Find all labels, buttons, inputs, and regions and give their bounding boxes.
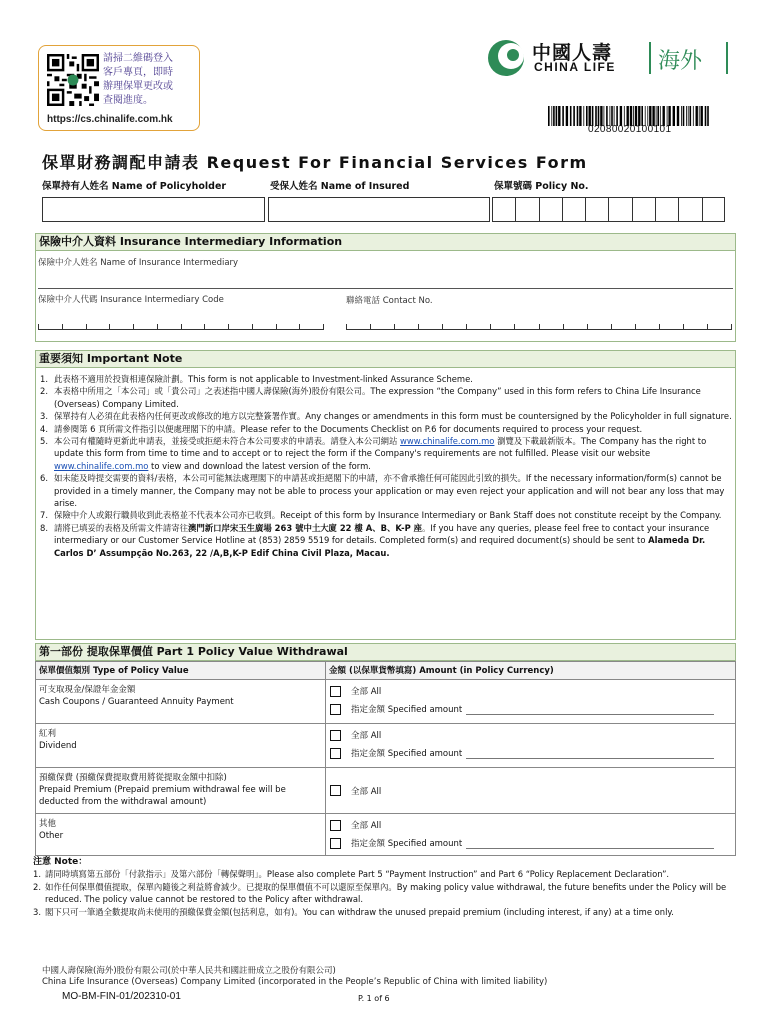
policy-number-field[interactable] <box>492 197 725 222</box>
logo-region-text: 海外 <box>658 49 703 74</box>
page-number: P. 1 of 6 <box>358 994 390 1003</box>
part1-heading: 第一部份 提取保單價值 Part 1 Policy Value Withdrawal <box>35 643 736 661</box>
note-item <box>38 373 732 385</box>
policy-value-withdrawal-table <box>35 661 736 856</box>
note-number: 6. <box>40 473 48 484</box>
table-row <box>36 768 736 814</box>
note-item <box>38 472 732 509</box>
policy-number-digit-box[interactable] <box>515 197 538 222</box>
value-type-zh: 紅利 <box>39 729 57 739</box>
note-text: 如作任何保單價值提取，保單內隨後之利益將會減少。已提取的保單價值不可以還原至保單內。By making policy value withdrawal, the future benefits under the Policy will be reduced. The policy value cannot be restored to the Policy after withdrawal. <box>45 881 727 905</box>
note-number: 5. <box>40 436 48 447</box>
note-text: 。If you have any queries, please feel free to contact your insurance intermediary or our Customer Service Hotline at (853) 2859 5519 for details. Completed form(s) and required document(s) should be sent to <box>54 522 710 546</box>
note-text: 請參閱第 6 頁所需文件指引以便處理閣下的申請。Please refer to the Documents Checklist on P.6 for documents required to process your request. <box>54 423 643 434</box>
value-type-zh: 預繳保費 (預繳保費提取費用將從提取金額中扣除) <box>39 773 227 783</box>
all-checkbox[interactable] <box>330 686 341 697</box>
value-type-zh: 其他 <box>39 819 57 829</box>
option-label: 全部 All <box>351 786 382 797</box>
policy-number-digit-box[interactable] <box>562 197 585 222</box>
specified-amount-checkbox[interactable] <box>330 704 341 715</box>
logo-divider <box>649 42 651 74</box>
part1-notes <box>33 856 736 918</box>
note-item <box>38 423 732 435</box>
value-type-en: Other <box>39 831 64 841</box>
intermediary-name-field[interactable] <box>38 288 733 289</box>
amount-input[interactable] <box>466 703 714 715</box>
logo-chinese-text: 中國人壽 <box>532 42 613 64</box>
amount-input[interactable] <box>466 837 714 849</box>
note-item <box>38 435 732 472</box>
note-number: 4. <box>40 423 48 434</box>
insured-name-field[interactable] <box>268 197 490 222</box>
note-item <box>33 868 736 880</box>
policy-number-digit-box[interactable] <box>608 197 631 222</box>
amount-input[interactable] <box>466 747 714 759</box>
note-number: 7. <box>40 510 48 521</box>
china-life-logo-icon <box>486 38 526 78</box>
insured-name-label: 受保人姓名 Name of Insured <box>270 181 410 192</box>
table-header-row <box>36 662 736 680</box>
policy-number-digit-box[interactable] <box>539 197 562 222</box>
form-title: 保單財務調配申請表 Request For Financial Services Form <box>42 153 588 172</box>
value-type-en: Cash Coupons / Guaranteed Annuity Payment <box>39 697 234 707</box>
logo-english-text: CHINA LIFE <box>534 60 616 74</box>
form-code: MO-BM-FIN-01/202310-01 <box>62 991 181 1002</box>
qr-login-box <box>38 45 200 131</box>
company-name-zh: 中國人壽保險(海外)股份有限公司(於中華人民共和國註冊成立之股份有限公司) <box>42 966 336 976</box>
website-link[interactable]: www.chinalife.com.mo <box>400 436 495 447</box>
amount-column-header: 金額 (以保單貨幣填寫) Amount (in Policy Currency) <box>326 662 736 680</box>
value-type-en: Prepaid Premium (Prepaid premium withdrawal fee will be deducted from the withdrawal amount) <box>39 785 286 807</box>
note-text: 本公司有權隨時更新此申請表，並接受或拒絕未符合本公司要求的申請表。請登入本公司網站 <box>54 436 401 447</box>
china-life-logo <box>486 38 736 82</box>
policyholder-name-label: 保單持有人姓名 Name of Policyholder <box>42 181 227 192</box>
policy-number-digit-box[interactable] <box>678 197 701 222</box>
intermediary-code-field[interactable] <box>38 306 324 330</box>
form-barcode <box>548 106 710 126</box>
macau-address-zh: 澳門新口岸宋玉生廣場 263 號中土大廈 22 樓 A、B、K-P 座 <box>188 522 422 533</box>
note-text: 本表格中所用之「本公司」或「貴公司」之表述指中國人壽保險(海外)股份有限公司。The expression “the Company” used in this form refers to China Life Insurance (Overseas) Company Limited. <box>54 386 701 409</box>
note-text: 保單持有人必須在此表格內任何更改或修改的地方以完整簽署作實。Any changes or amendments in this form must be countersigned by the Policyholder in full signature. <box>54 411 732 422</box>
option-label: 指定金額 Specified amount <box>351 749 463 759</box>
company-name-en: China Life Insurance (Overseas) Company Limited (incorporated in the People’s Republic of China with limited liability) <box>42 977 548 987</box>
value-type-en: Dividend <box>39 741 77 751</box>
important-note-list <box>38 373 732 559</box>
part1-notes-heading: 注意 Note： <box>33 857 88 867</box>
note-item <box>38 522 732 559</box>
note-number: 2. <box>40 386 48 397</box>
table-row <box>36 680 736 724</box>
note-number: 1. <box>33 869 41 880</box>
policy-number-digit-box[interactable] <box>492 197 515 222</box>
macau-address-en: Alameda Dr. Carlos D’ Assumpção No.263, 22 /A,B,K-P Edif China Civil Plaza, Macau. <box>54 535 706 558</box>
policy-number-label: 保單號碼 Policy No. <box>494 181 589 192</box>
note-text: 閣下只可一筆過全數提取尚未使用的預繳保費金額(包括利息，如有)。You can withdraw the unused prepaid premium (including interest, if any) at a time only. <box>45 906 674 917</box>
logo-divider <box>726 42 728 74</box>
note-item <box>38 509 732 521</box>
all-checkbox[interactable] <box>330 730 341 741</box>
intermediary-name-label: 保險中介人姓名 Name of Insurance Intermediary <box>38 258 239 268</box>
value-type-zh: 可支取現金/保證年金金額 <box>39 685 136 695</box>
note-item <box>33 906 736 918</box>
intermediary-code-label: 保險中介人代碼 Insurance Intermediary Code <box>38 295 224 305</box>
qr-code-icon <box>47 54 99 106</box>
note-number: 3. <box>33 906 41 917</box>
all-checkbox[interactable] <box>330 785 341 796</box>
option-label: 全部 All <box>351 821 382 831</box>
option-label: 指定金額 Specified amount <box>351 839 463 849</box>
policyholder-name-field[interactable] <box>42 197 265 222</box>
barcode-number: 02080020100101 <box>588 124 672 135</box>
note-item <box>38 385 732 410</box>
qr-instruction-text: 請掃二維碼登入 客戶專頁，即時 辦理保單更改或 查閱進度。 <box>103 53 173 106</box>
important-note-heading: 重要須知 Important Note <box>35 350 736 368</box>
note-text: 瀏覽及下載最新版本。The Company has the right to update this form from time to time and to accept or to reject the form if the Company's requirements are not fulfilled. Please visit our website <box>54 436 707 459</box>
policy-number-digit-box[interactable] <box>702 197 725 222</box>
policy-number-digit-box[interactable] <box>585 197 608 222</box>
note-text: 此表格不適用於投資相連保險計劃。This form is not applicable to Investment-linked Assurance Scheme. <box>54 374 473 384</box>
website-link[interactable]: www.chinalife.com.mo <box>54 460 149 471</box>
note-item <box>38 410 732 422</box>
option-label: 指定金額 Specified amount <box>351 705 463 715</box>
policy-number-digit-box[interactable] <box>655 197 678 222</box>
note-number: 8. <box>40 522 48 533</box>
option-label: 全部 All <box>351 687 382 697</box>
company-footer <box>42 966 547 988</box>
type-column-header: 保單價值類別 Type of Policy Value <box>36 662 326 680</box>
contact-number-label: 聯絡電話 Contact No. <box>346 296 433 306</box>
table-row <box>36 814 736 856</box>
policy-number-digit-box[interactable] <box>632 197 655 222</box>
option-label: 全部 All <box>351 731 382 741</box>
qr-url-link[interactable]: https://cs.chinalife.com.hk <box>47 114 173 125</box>
note-item <box>33 881 736 906</box>
note-text: 請將已填妥的表格及所需文件請寄往 <box>54 522 188 533</box>
intermediary-section-heading: 保險中介人資料 Insurance Intermediary Information <box>35 233 736 251</box>
specified-amount-checkbox[interactable] <box>330 748 341 759</box>
note-text: 保險中介人或銀行職員收到此表格並不代表本公司亦已收到。Receipt of this form by Insurance Intermediary or Bank Staff does not constitute receipt by the Company. <box>54 510 722 521</box>
contact-number-field[interactable] <box>346 306 732 330</box>
all-checkbox[interactable] <box>330 820 341 831</box>
note-number: 3. <box>40 411 48 422</box>
table-row <box>36 724 736 768</box>
note-text: 請同時填寫第五部份「付款指示」及第六部份「轉保聲明」。Please also complete Part 5 “Payment Instruction” and Part 6 “Policy Replacement Declaration”. <box>45 869 670 880</box>
note-number: 2. <box>33 881 41 892</box>
note-text: to view and download the latest version of the form. <box>148 460 371 471</box>
specified-amount-checkbox[interactable] <box>330 838 341 849</box>
note-number: 1. <box>40 374 48 384</box>
note-text: 如未能及時提交需要的資料/表格，本公司可能無法處理閣下的申請甚或拒絕閣下的申請，亦不會承擔任何可能因此引致的損失。If the necessary information/form(s) cannot be provided in a timely manner, the Company may not be able to process your application or may even reject your application and will not bear any loss that may arise. <box>54 473 725 509</box>
